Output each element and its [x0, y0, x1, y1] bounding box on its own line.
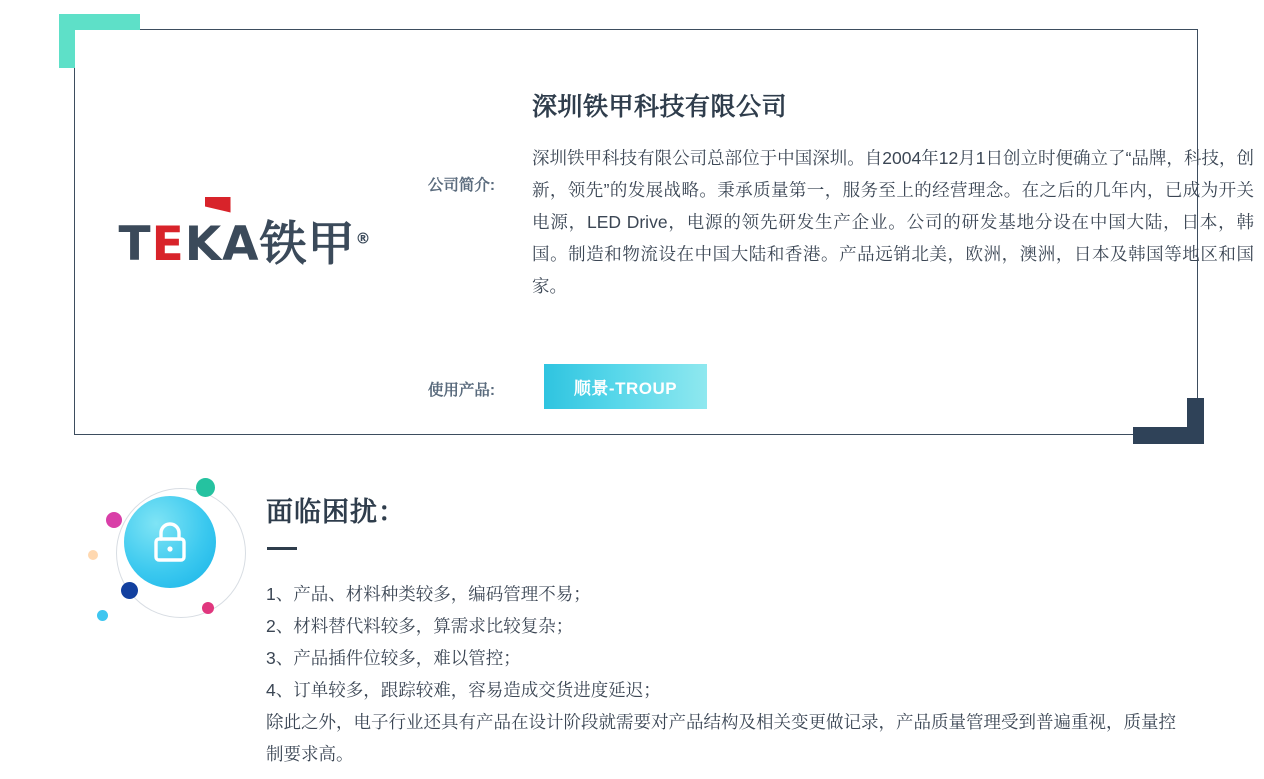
- list-item: 1、产品、材料种类较多，编码管理不易；: [266, 584, 591, 604]
- logo-wordmark: [119, 207, 372, 274]
- list-item: 4、订单较多，跟踪较难，容易造成交货进度延迟；: [266, 680, 661, 700]
- trouble-title: 面临困扰：: [266, 497, 406, 527]
- list-item: 3、产品插件位较多，难以管控；: [266, 648, 521, 668]
- logo-text-cn: 铁甲: [259, 216, 356, 272]
- product-badge[interactable]: 顺景-TROUP: [544, 364, 707, 409]
- trouble-note: 除此之外，电子行业还具有产品在设计阶段就需要对产品结构及相关变更做记录，产品质量管理受到普遍重视，质量控制要求高。: [266, 712, 1176, 764]
- lock-illustration: [88, 470, 248, 630]
- trouble-section: [0, 460, 1264, 779]
- company-logo: [85, 180, 405, 300]
- logo-text-teka: TEKA: [118, 216, 260, 272]
- title-underline: [267, 547, 297, 550]
- decor-dot-cyan: [97, 610, 108, 621]
- logo-flag-icon: [205, 197, 231, 213]
- list-item: 2、材料替代料较多，算需求比较复杂；: [266, 616, 574, 636]
- company-info-card: [74, 29, 1254, 435]
- company-intro-text: 深圳铁甲科技有限公司总部位于中国深圳。自2004年12月1日创立时便确立了“品牌，科技，创新，领先”的发展战略。秉承质量第一，服务至上的经营理念。在之后的几年内，已成为开关电源，LED Drive，电源的领先研发生产企业。公司的研发基地分设在中国大陆，日本，韩国。制造和物流设在中国大陆和香港。产品远销北美，欧洲，澳洲，日本及韩国等地区和国家。: [532, 148, 1254, 296]
- decor-dot-pink: [202, 602, 214, 614]
- decor-dot-peach: [88, 550, 98, 560]
- decor-dot-magenta: [106, 512, 122, 528]
- company-intro-label: 公司简介:: [427, 177, 495, 194]
- registered-trademark-icon: ®: [355, 228, 372, 247]
- lock-icon: [124, 496, 216, 588]
- trouble-list: [266, 578, 1176, 770]
- company-name-title: 深圳铁甲科技有限公司: [532, 93, 788, 121]
- decor-corner-dark: [1133, 398, 1204, 444]
- decor-corner-teal: [59, 14, 140, 68]
- product-used-label: 使用产品:: [427, 382, 495, 399]
- decor-dot-navy: [121, 582, 138, 599]
- decor-dot-teal: [196, 478, 215, 497]
